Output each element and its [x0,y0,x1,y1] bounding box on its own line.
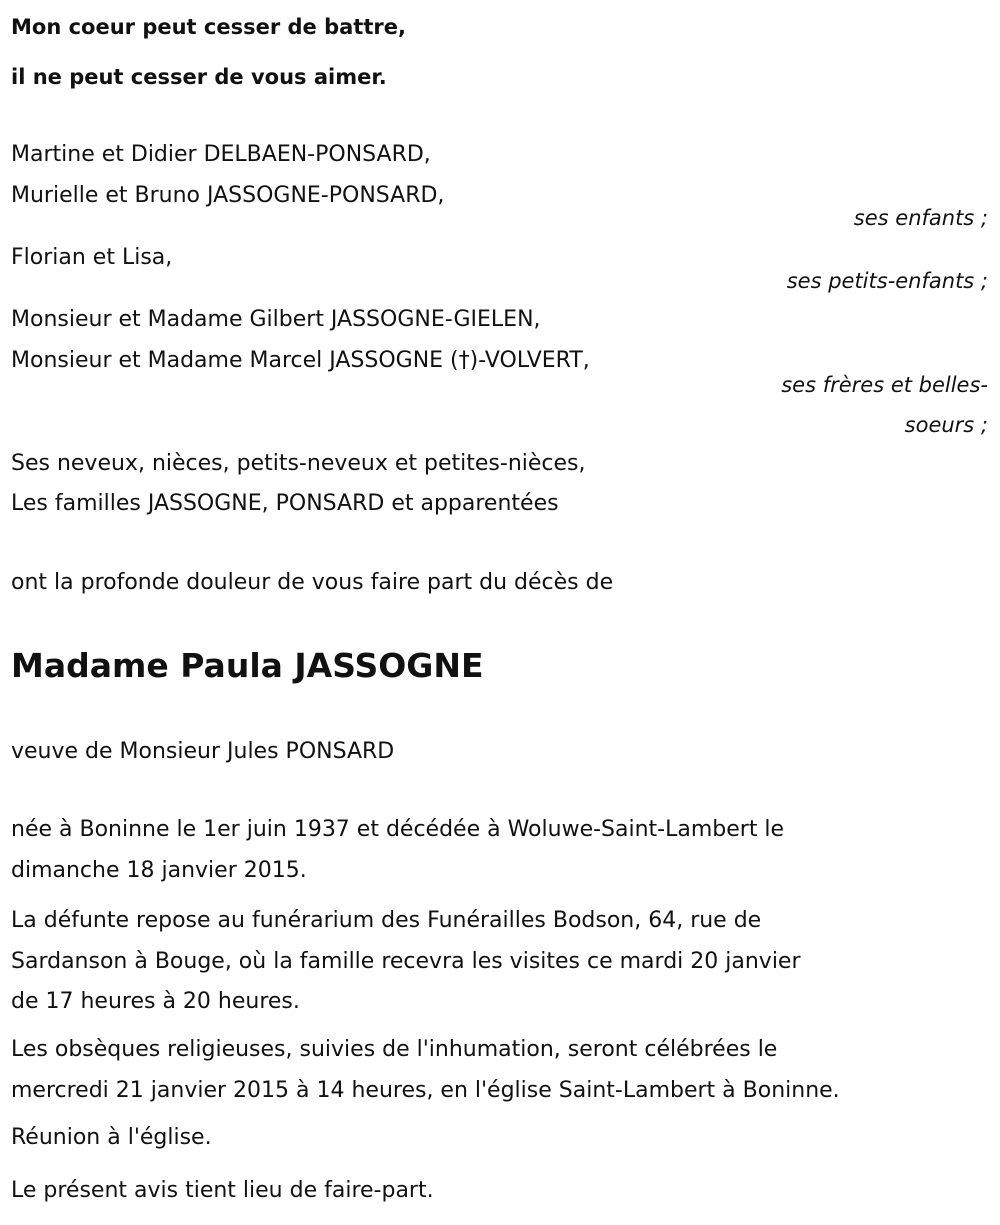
family-line: Ses neveux, nièces, petits-neveux et petites-nièces, [11,451,586,476]
paragraph-line: de 17 heures à 20 heures. [11,989,300,1014]
family-line: Martine et Didier DELBAEN-PONSARD, [11,142,431,167]
family-line: Les familles JASSOGNE, PONSARD et apparentées [11,491,559,516]
family-line: Murielle et Bruno JASSOGNE-PONSARD, [11,183,445,208]
epigraph-line: Mon coeur peut cesser de battre, [11,15,406,39]
deceased-name: Madame Paula JASSOGNE [11,646,484,685]
paragraph-line: dimanche 18 janvier 2015. [11,858,307,883]
relation-label: ses enfants ; [853,206,988,230]
announcement: ont la profonde douleur de vous faire part du décès de [11,570,614,595]
widow-of: veuve de Monsieur Jules PONSARD [11,739,395,764]
relation-label: ses frères et belles- [781,373,988,397]
paragraph-line: La défunte repose au funérarium des Funérailles Bodson, 64, rue de [11,908,762,933]
relation-label: ses petits-enfants ; [786,269,988,293]
paragraph-line: Réunion à l'église. [11,1125,212,1150]
paragraph-line: Les obsèques religieuses, suivies de l'inhumation, seront célébrées le [11,1037,778,1062]
paragraph-line: Le présent avis tient lieu de faire-part. [11,1178,434,1203]
paragraph-line: née à Boninne le 1er juin 1937 et décédée à Woluwe-Saint-Lambert le [11,817,785,842]
family-line: Florian et Lisa, [11,245,173,270]
family-line: Monsieur et Madame Gilbert JASSOGNE-GIELEN, [11,307,541,332]
paragraph-line: mercredi 21 janvier 2015 à 14 heures, en l'église Saint-Lambert à Boninne. [11,1078,840,1103]
epigraph-line: il ne peut cesser de vous aimer. [11,65,387,89]
family-line: Monsieur et Madame Marcel JASSOGNE (†)-VOLVERT, [11,348,590,373]
paragraph-line: Sardanson à Bouge, où la famille recevra les visites ce mardi 20 janvier [11,949,801,974]
relation-label: soeurs ; [904,413,988,437]
